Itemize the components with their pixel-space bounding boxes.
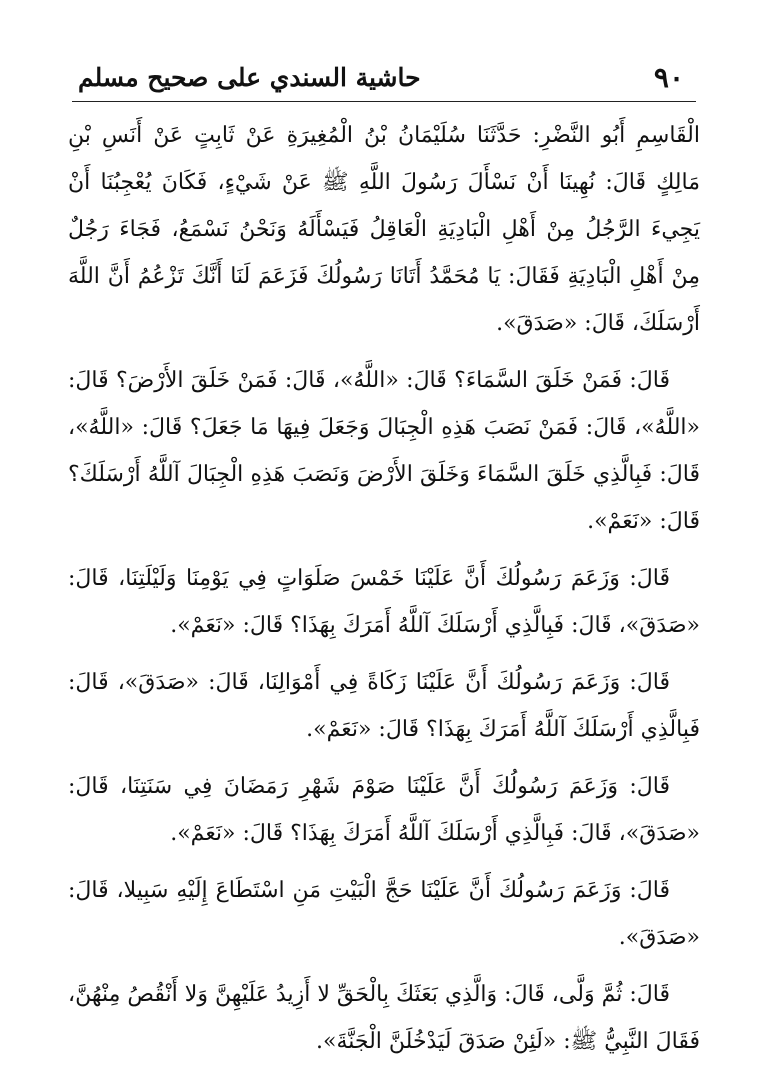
header-rule xyxy=(72,101,696,102)
paragraph-creation: قَالَ: فَمَنْ خَلَقَ السَّمَاءَ؟ قَالَ: «اللَّهُ»، قَالَ: فَمَنْ خَلَقَ الأَرْضَ؟ قَالَ: «اللَّهُ»، قَالَ: فَمَنْ نَصَبَ هَذِهِ الْجِبَالَ وَجَعَلَ فِيهَا مَا جَعَلَ؟ قَالَ: «اللَّهُ»، قَالَ: فَبِالَّذِي خَلَقَ السَّمَاءَ وَخَلَقَ الأَرْضَ وَنَصَبَ هَذِهِ الْجِبَالَ آللَّهُ أَرْسَلَكَ؟ قَالَ: «نَعَمْ». xyxy=(68,368,700,534)
paragraph-isnad: الْقَاسِمِ أَبُو النَّضْرِ: حَدَّثَنَا سُلَيْمَانُ بْنُ الْمُغِيرَةِ عَنْ ثَابِتٍ عَنْ أَنَسِ بْنِ مَالِكٍ قَالَ: نُهِينَا أَنْ نَسْأَلَ رَسُولَ اللَّهِ ﷺ عَنْ شَيْءٍ، فَكَانَ يُعْجِبُنَا أَنْ يَجِيءَ الرَّجُلُ مِنْ أَهْلِ الْبَادِيَةِ الْعَاقِلُ فَيَسْأَلَهُ وَنَحْنُ نَسْمَعُ، فَجَاءَ رَجُلٌ مِنْ أَهْلِ الْبَادِيَةِ فَقَالَ: يَا مُحَمَّدُ أَتَانَا رَسُولُكَ فَزَعَمَ لَنَا أَنَّكَ تَزْعُمُ أَنَّ اللَّهَ أَرْسَلَكَ، قَالَ: «صَدَقَ». xyxy=(68,123,700,336)
running-title: حاشية السندي على صحيح مسلم xyxy=(78,63,421,92)
paragraph-hajj: قَالَ: وَزَعَمَ رَسُولُكَ أَنَّ عَلَيْنَا حَجَّ الْبَيْتِ مَنِ اسْتَطَاعَ إِلَيْهِ سَبِيلا، قَالَ: «صَدَقَ». xyxy=(68,878,700,950)
paragraph-zakat: قَالَ: وَزَعَمَ رَسُولُكَ أَنَّ عَلَيْنَا زَكَاةً فِي أَمْوَالِنَا، قَالَ: «صَدَقَ»، قَالَ: فَبِالَّذِي أَرْسَلَكَ آللَّهُ أَمَرَكَ بِهَذَا؟ قَالَ: «نَعَمْ». xyxy=(68,670,700,742)
paragraph-conclusion: قَالَ: ثُمَّ وَلَّى، قَالَ: وَالَّذِي بَعَثَكَ بِالْحَقِّ لا أَزِيدُ عَلَيْهِنَّ وَلا أَنْقُصُ مِنْهُنَّ، فَقَالَ النَّبِيُّ ﷺ: «لَئِنْ صَدَقَ لَيَدْخُلَنَّ الْجَنَّةَ». xyxy=(68,982,700,1054)
running-header xyxy=(72,58,696,102)
paragraph-fasting: قَالَ: وَزَعَمَ رَسُولُكَ أَنَّ عَلَيْنَا صَوْمَ شَهْرِ رَمَضَانَ فِي سَنَتِنَا، قَالَ: «صَدَقَ»، قَالَ: فَبِالَّذِي أَرْسَلَكَ آللَّهُ أَمَرَكَ بِهَذَا؟ قَالَ: «نَعَمْ». xyxy=(68,774,700,846)
page-number: ٩٠ xyxy=(653,61,684,94)
paragraph-prayers: قَالَ: وَزَعَمَ رَسُولُكَ أَنَّ عَلَيْنَا خَمْسَ صَلَوَاتٍ فِي يَوْمِنَا وَلَيْلَتِنَا، قَالَ: «صَدَقَ»، قَالَ: فَبِالَّذِي أَرْسَلَكَ آللَّهُ أَمَرَكَ بِهَذَا؟ قَالَ: «نَعَمْ». xyxy=(68,566,700,638)
hadith-text xyxy=(68,112,700,1075)
